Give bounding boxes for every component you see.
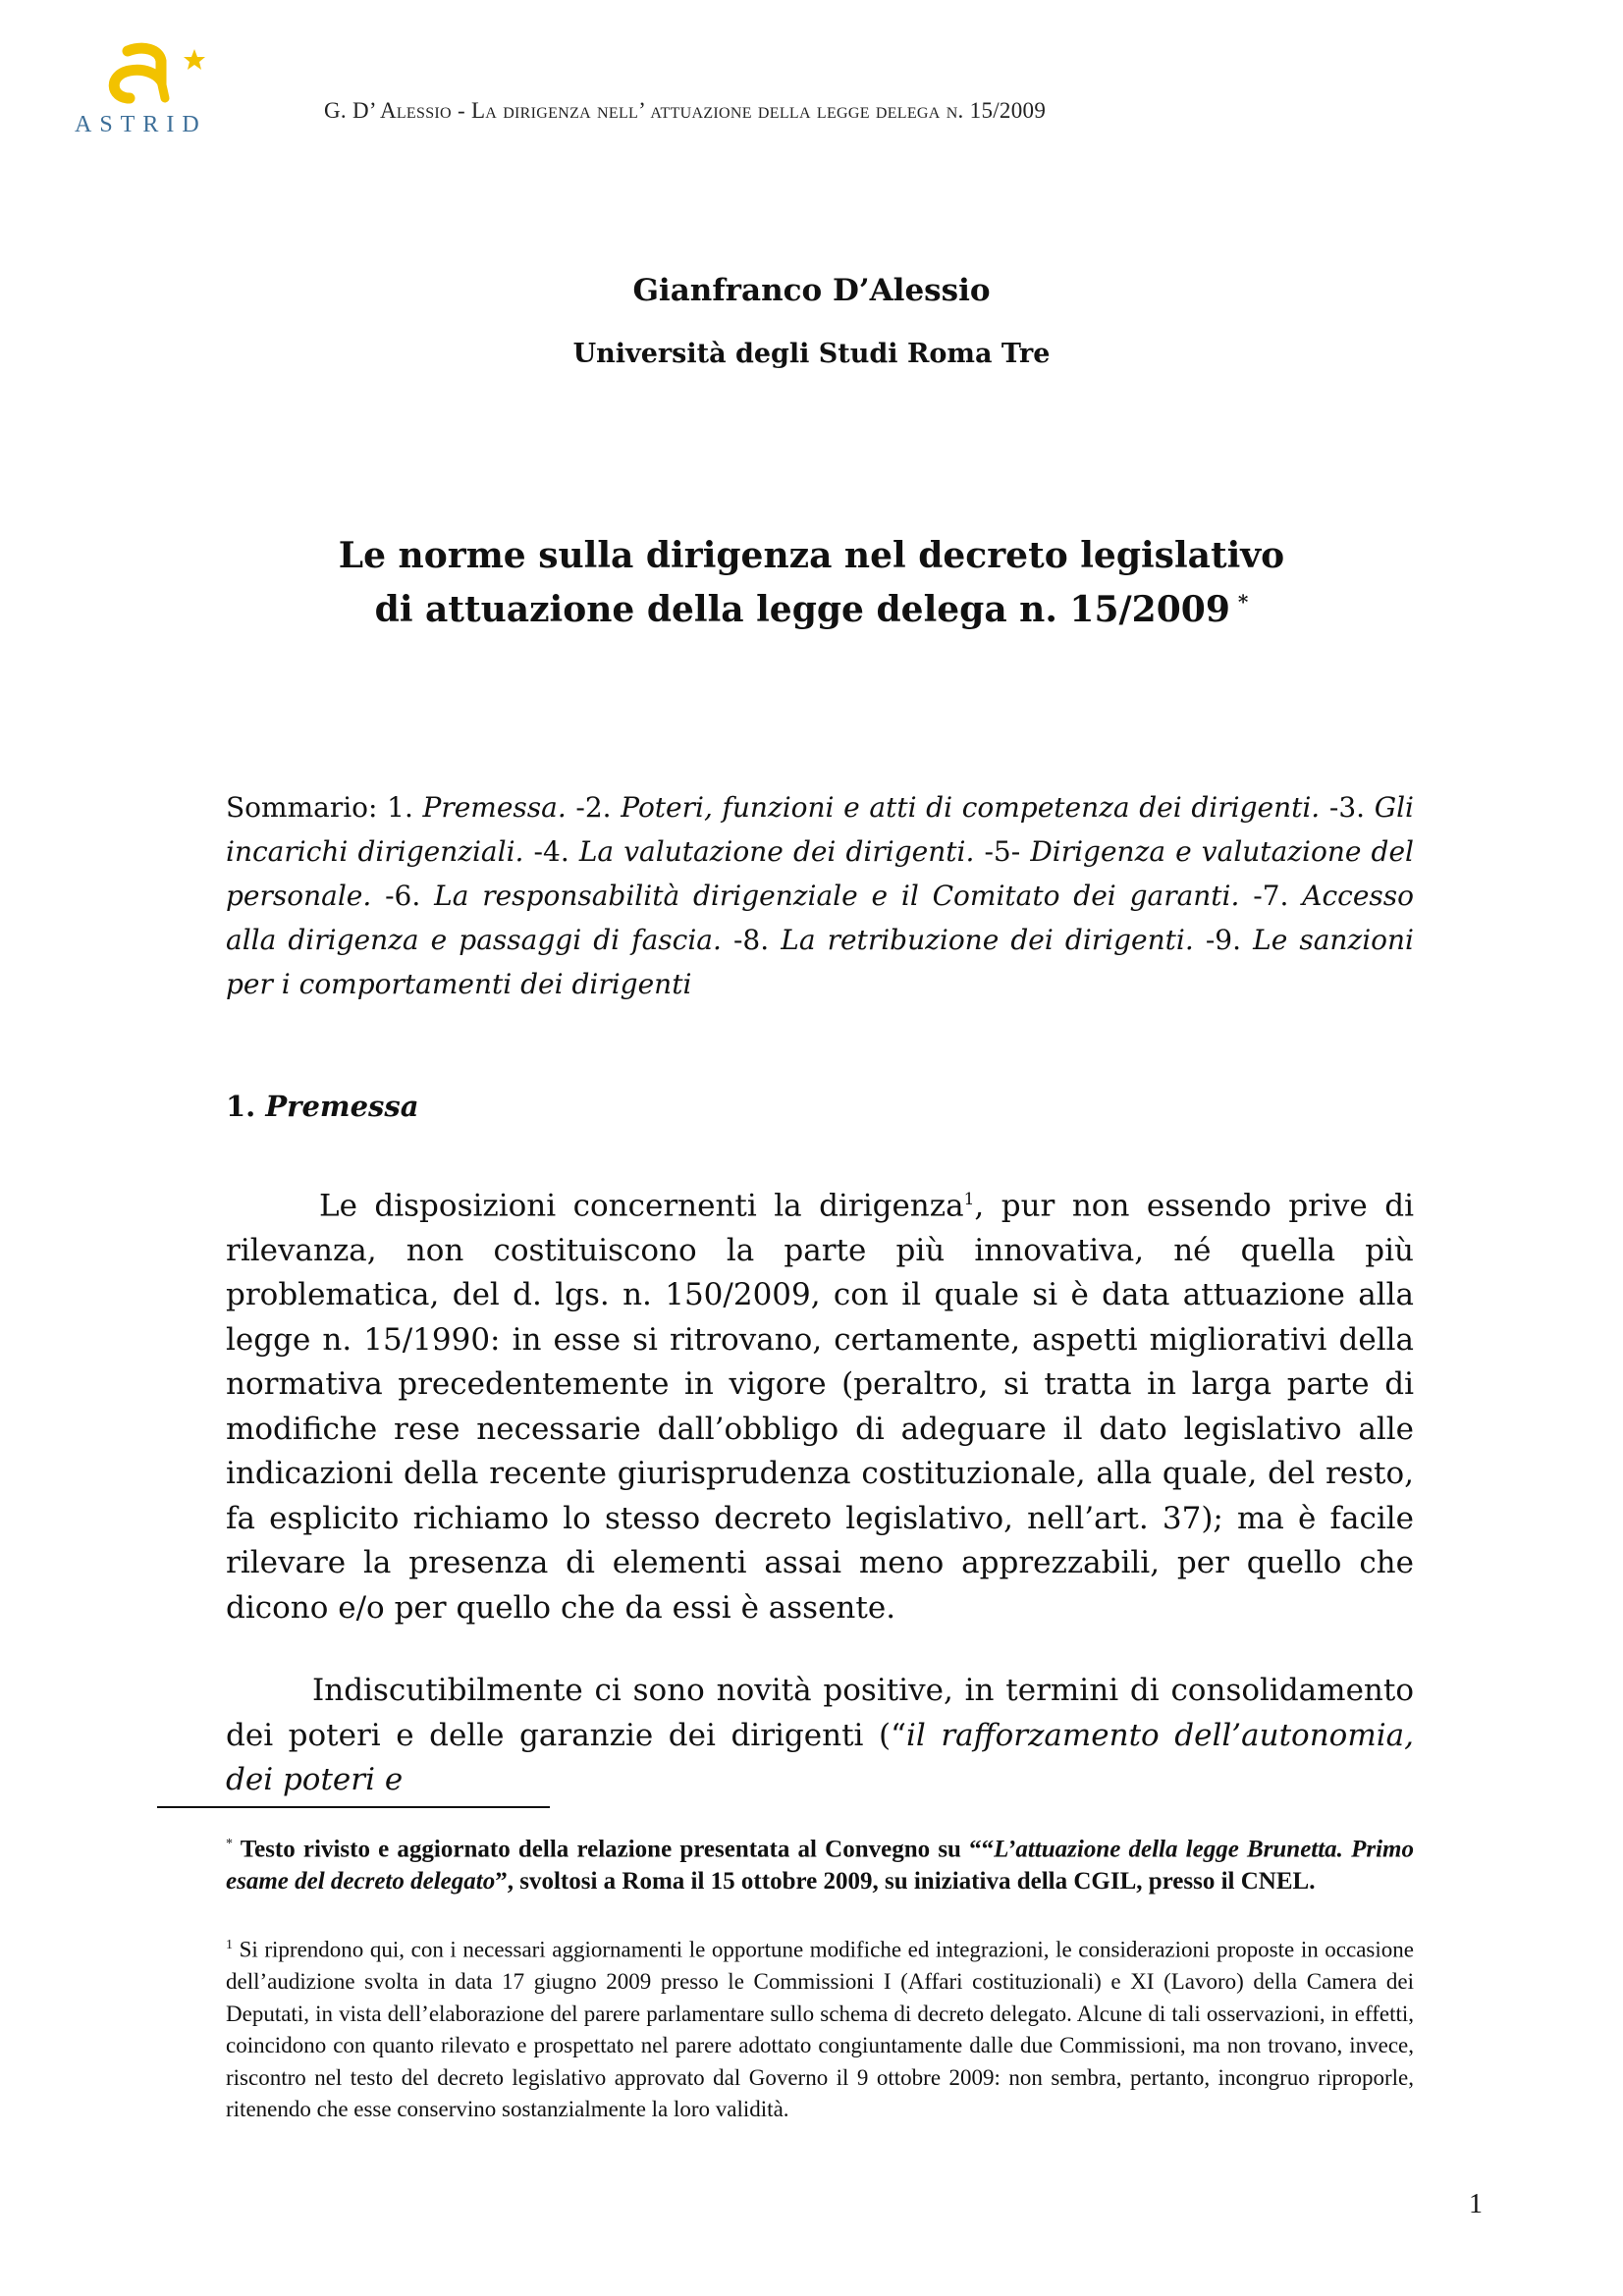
author-name: Gianfranco D’Alessio (632, 273, 991, 308)
running-header: G. D’ Alessio - La dirigenza nell’ attuazione della legge delega n. 15/2009 (324, 98, 1047, 123)
footnote-1: $^1$ Si riprendono qui, con i necessari aggiornamenti le opportune modifiche ed integrazioni, le considerazioni proposte in occasione dell’audizione svolta in data 17 giugno 2009 presso le Commissioni I (Affari costituzionali) e XI (Lavoro) della Camera dei Deputati, in vista dell’elaborazione del parere parlamentare sullo schema di decreto delegato. Alcune di tali osservazioni, in effetti, coincidono con quanto rilevato e prospettato nel parere adottato congiuntamente dalle due Commissioni, ma non trovano, invece, riscontro nel testo del decreto legislativo approvato dal Governo il 9 ottobre 2009: non sembra, pertanto, incongruo riproporle, ritenendo che esse conservino sostanzialmente la loro validità. (226, 1937, 1414, 2122)
summary-item: Dirigenza e valutazione del personale. (226, 835, 1414, 912)
section-heading: 1. Premessa (226, 1090, 419, 1123)
title-footnote-mark[interactable]: * (1237, 590, 1249, 614)
summary-label: Sommario: (226, 791, 388, 824)
footnote-ref[interactable]: 1 (963, 1190, 975, 1209)
author-affiliation: Università degli Studi Roma Tre (572, 339, 1051, 369)
summary-item: Gli incarichi dirigenziali. (226, 791, 1414, 868)
page-number: 1 (1469, 2189, 1483, 2219)
document-title-line-2: di attuazione della legge delega n. 15/2009 * (374, 589, 1249, 630)
logo-wordmark: ASTRID (75, 112, 207, 137)
paragraph: Le disposizioni concernenti la dirigenza$^1$, pur non essendo prive di rilevanza, non costituiscono la parte più innovativa, né quella più problematica, del d. lgs. n. 150/2009, con il quale si è data attuazione alla legge n. 15/1990: in esse si ritrovano, certamente, aspetti migliorativi della normativa precedentemente in vigore (peraltro, si tratta in larga parte di modifiche rese necessarie dall’obbligo di adeguare il dato legislativo alle indicazioni della recente giurisprudenza costituzionale, alla quale, del resto, fa esplicito richiamo lo stesso decreto legislativo, nell’art. 37); ma è facile rilevare la presenza di elementi assai meno apprezzabili, per quello che dicono e/o per quello che da essi è assente. (226, 1188, 1414, 1626)
summary-item: La valutazione dei dirigenti. (578, 835, 975, 868)
footnote-star: * Testo rivisto e aggiornato della relazione presentata al Convegno su ““L’attuazione della legge Brunetta. Primo esame del decreto delegato”, svoltosi a Roma il 15 ottobre 2009, su iniziativa della CGIL, presso il CNEL. (226, 1836, 1415, 1896)
footnote-divider (157, 1806, 550, 1808)
document-title-line-1: Le norme sulla dirigenza nel decreto legislativo (338, 535, 1285, 576)
summary-item: Le sanzioni per i comportamenti dei dirigenti (226, 924, 1415, 1000)
summary-item: La retribuzione dei dirigenti. (781, 924, 1194, 956)
summary-item: Premessa. (422, 791, 567, 824)
summary: Sommario: 1. Premessa. -2. Poteri, funzioni e atti di competenza dei dirigenti. -3. Gli incarichi dirigenziali. -4. La valutazione dei dirigenti. -5- Dirigenza e valutazione del personale. -6. La responsabilità dirigenziale e il Comitato dei garanti. -7. Accesso alla dirigenza e passaggi di fascia. -8. La retribuzione dei dirigenti. -9. Le sanzioni per i comportamenti dei dirigenti (226, 791, 1415, 1000)
summary-item: Poteri, funzioni e atti di competenza dei dirigenti. (621, 791, 1321, 824)
summary-item: Accesso alla dirigenza e passaggi di fascia. (226, 880, 1415, 956)
paragraph: Indiscutibilmente ci sono novità positive, in termini di consolidamento dei poteri e delle garanzie dei dirigenti (“il rafforzamento dell’autonomia, dei poteri e (226, 1673, 1414, 1797)
summary-item: La responsabilità dirigenziale e il Comitato dei garanti. (434, 880, 1240, 912)
astrid-logo (61, 41, 228, 149)
astrid-logo-mark-icon (100, 41, 218, 110)
